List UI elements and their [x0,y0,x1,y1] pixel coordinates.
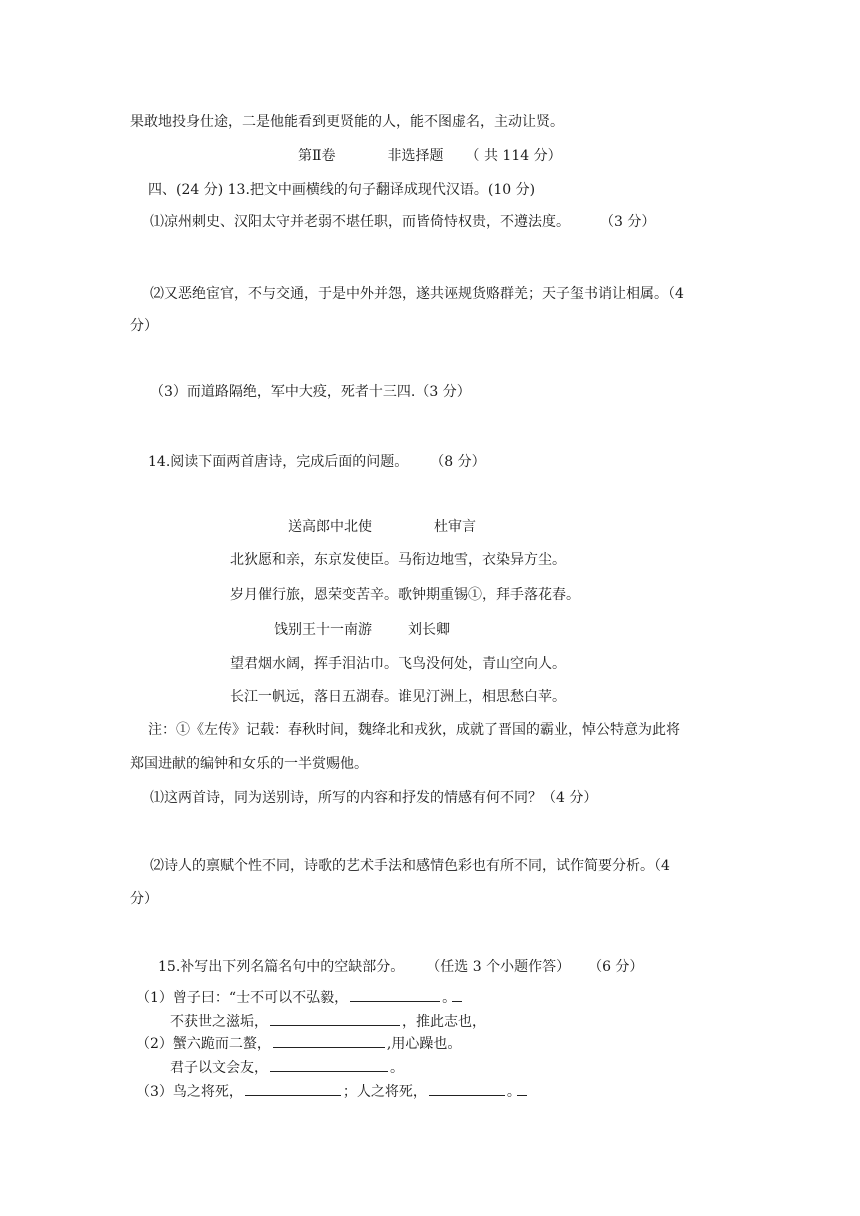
question-14-sub-2-line-2: 分） [130,891,158,907]
poem-2-line-2: 长江一帆远，落日五湖春。谁见汀洲上，相思愁白苹。 [230,689,566,705]
q15-intro-text: 15.补写出下列名篇名句中的空缺部分。 [158,959,405,975]
answer-blank[interactable] [429,1081,505,1096]
answer-blank[interactable] [245,1081,341,1096]
poem-1-line-2: 岁月催行旅，恩荣变苦辛。歌钟期重锡①，拜手落花春。 [230,587,580,603]
item-2a-prefix: （2）蟹六跪而二螯， [136,1036,271,1052]
poem-2-header [274,620,450,640]
question-14-intro [148,452,486,472]
item-1a-prefix: （1）曾子曰：“士不可以不弘毅， [136,990,349,1006]
item-3-mid: ；人之将死， [342,1084,427,1100]
q14-score: （8 分） [430,454,486,470]
answer-blank[interactable] [270,1011,400,1026]
question-14-sub-2-line-1: ⑵诗人的禀赋个性不同，诗歌的艺术手法和感情色彩也有所不同，试作简要分析。（4 [150,858,670,874]
question-13-item-1 [150,212,655,232]
question-13-item-3: （3）而道路隔绝，军中大疫，死者十三四.（3 分） [150,384,471,400]
item-2a-suffix: ,用心躁也。 [386,1036,462,1052]
poem-1-title: 送高郎中北使 [288,519,372,535]
answer-blank-tail [452,987,462,1002]
question-14-sub-1: ⑴这两首诗，同为送别诗，所写的内容和抒发的情感有何不同？（4 分） [150,790,598,806]
question-15-item-3 [136,1081,529,1102]
q15-score: （6 分） [588,959,644,975]
top-line: 果敢地投身仕途，二是他能看到更贤能的人，能不图虚名，主动让贤。 [130,114,564,130]
item-3-prefix: （3）鸟之将死， [136,1084,243,1100]
item-3-suffix: 。 [506,1084,521,1100]
question-15-item-1a [136,987,464,1008]
section-score: （ 共 114 分） [465,148,562,164]
answer-blank[interactable] [270,1057,388,1072]
q15-instruction: （任选 3 个小题作答） [426,959,571,975]
question-15-item-2b [170,1057,404,1078]
item-1b-prefix: 不获世之滋垢， [170,1014,268,1030]
item-2b-prefix: 君子以文会友， [170,1060,268,1076]
question-15-intro [158,957,643,977]
question-13-intro: 四、(24 分) 13.把文中画横线的句子翻译成现代汉语。(10 分) [148,182,536,198]
section-header [298,146,562,166]
poem-2-line-1: 望君烟水阔，挥手泪沾巾。飞鸟没何处，青山空向人。 [230,656,566,672]
question-13-item-2-line-2: 分） [130,318,158,334]
question-15-item-1b [170,1011,486,1032]
note-line-2: 郑国进献的编钟和女乐的一半赏赐他。 [130,756,368,772]
item-2b-suffix: 。 [390,1060,404,1076]
poem-1-line-1: 北狄愿和亲，东京发使臣。马衔边地雪，衣染异方尘。 [230,552,566,568]
question-13-item-2-line-1: ⑵又恶绝宦官，不与交通，于是中外并怨，遂共诬规货赂群羌；天子玺书诮让相属。（4 [150,286,684,302]
section-volume: 第Ⅱ卷 [298,148,336,164]
poem-2-title: 饯别王十一南游 [274,622,372,638]
note-line-1: 注：①《左传》记载：春秋时间，魏绛北和戎狄，成就了晋国的霸业，悼公特意为此将 [148,722,680,738]
poem-1-author: 杜审言 [434,519,476,535]
q14-intro-text: 14.阅读下面两首唐诗，完成后面的问题。 [148,454,409,470]
section-type: 非选择题 [387,148,444,164]
item-1-text: ⑴凉州刺史、汉阳太守并老弱不堪任职，而皆倚恃权贵，不遵法度。 [150,214,570,230]
item-1-score: （3 分） [600,214,656,230]
answer-blank[interactable] [350,987,440,1002]
question-15-item-2a [136,1033,461,1054]
answer-blank-tail [517,1081,527,1096]
item-1b-suffix: ，推此志也， [402,1014,486,1030]
poem-2-author: 刘长卿 [408,622,450,638]
answer-blank[interactable] [273,1033,385,1048]
poem-1-header [288,517,476,537]
item-1a-suffix: 。 [442,990,457,1006]
